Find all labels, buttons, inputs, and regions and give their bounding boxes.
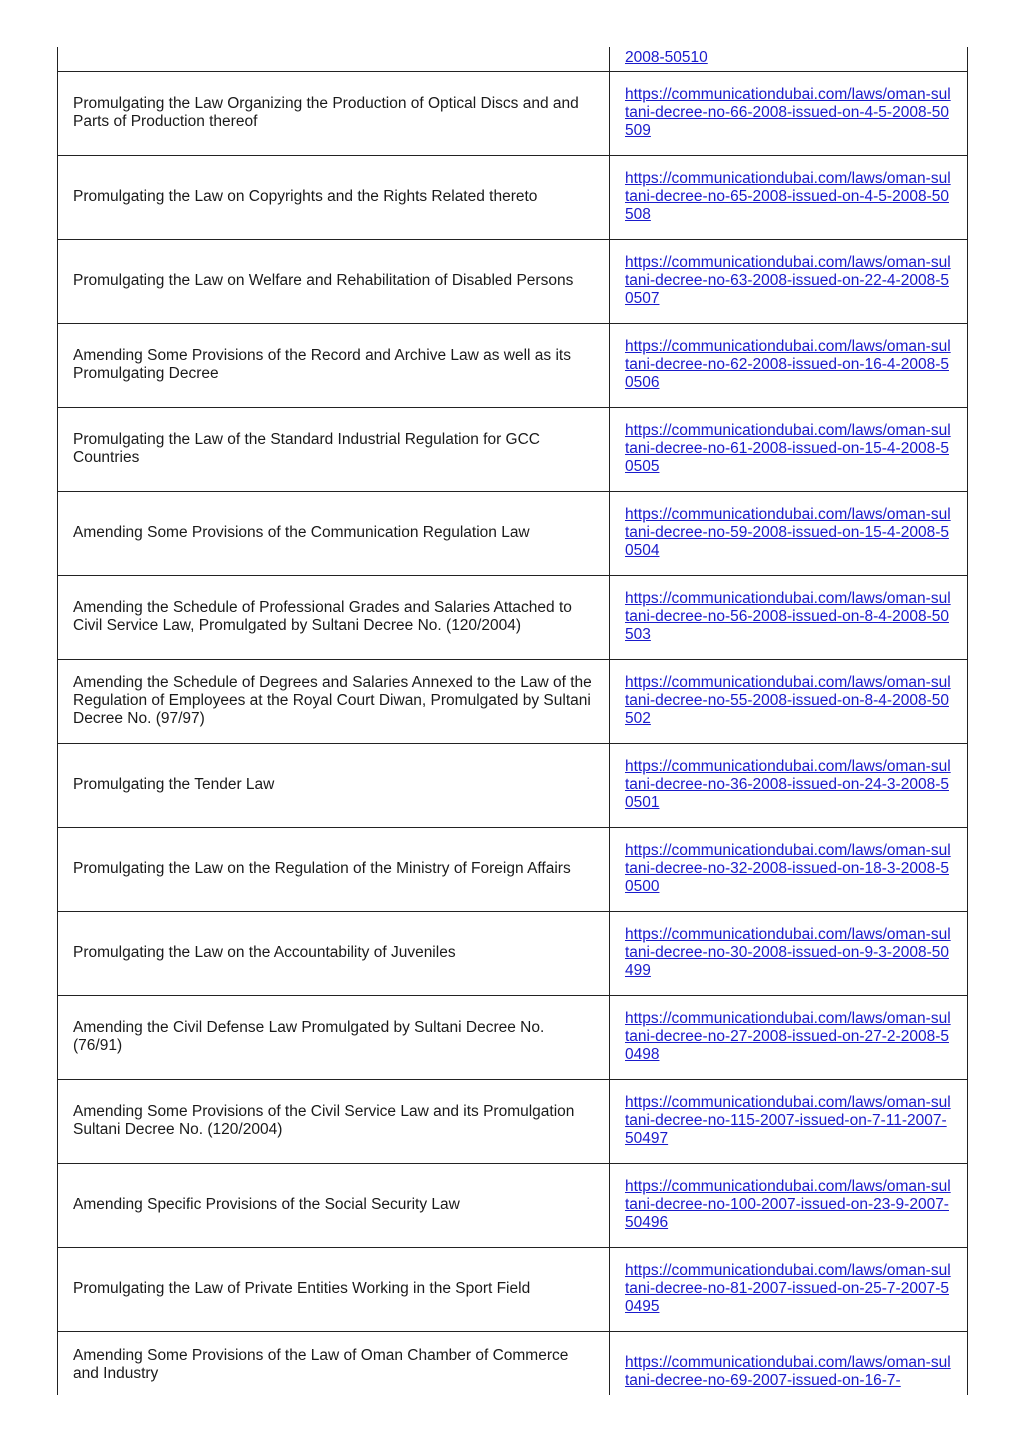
law-title: Amending the Civil Defense Law Promulgated by Sultani Decree No. (76/91) [73, 1019, 545, 1054]
table-row-continued [58, 47, 968, 71]
table-row [58, 743, 968, 827]
law-title-cell [58, 47, 610, 71]
law-link[interactable]: https://communicationdubai.com/laws/oman-sultani-decree-no-115-2007-issued-on-7-11-2007-50497 [625, 1094, 951, 1147]
law-link[interactable]: https://communicationdubai.com/laws/oman-sultani-decree-no-63-2008-issued-on-22-4-2008-50507 [625, 254, 951, 307]
law-link-cell [610, 743, 968, 827]
laws-table [57, 47, 968, 1395]
law-title-cell [58, 323, 610, 407]
law-title: Amending the Schedule of Professional Grades and Salaries Attached to Civil Service Law, Promulgated by Sultani Decree No. (120/2004) [73, 599, 572, 634]
law-link[interactable]: https://communicationdubai.com/laws/oman-sultani-decree-no-36-2008-issued-on-24-3-2008-50501 [625, 758, 951, 811]
table-row [58, 1247, 968, 1331]
law-title: Promulgating the Law on Welfare and Rehabilitation of Disabled Persons [73, 272, 574, 289]
law-link[interactable]: https://communicationdubai.com/laws/oman-sultani-decree-no-100-2007-issued-on-23-9-2007-50496 [625, 1178, 951, 1231]
law-title-cell [58, 155, 610, 239]
law-title-cell [58, 1079, 610, 1163]
table-row [58, 71, 968, 155]
law-title: Promulgating the Law on the Accountability of Juveniles [73, 944, 456, 961]
table-row [58, 323, 968, 407]
table-row [58, 1163, 968, 1247]
law-title: Promulgating the Law of Private Entities Working in the Sport Field [73, 1280, 531, 1297]
law-link-cell [610, 155, 968, 239]
laws-table-body [58, 47, 968, 1395]
law-title: Amending Some Provisions of the Record and Archive Law as well as its Promulgating Decree [73, 347, 571, 382]
law-title: Amending Some Provisions of the Law of Oman Chamber of Commerce and Industry [73, 1346, 569, 1382]
law-link[interactable]: https://communicationdubai.com/laws/oman-sultani-decree-no-59-2008-issued-on-15-4-2008-50504 [625, 506, 951, 559]
law-link[interactable]: https://communicationdubai.com/laws/oman-sultani-decree-no-65-2008-issued-on-4-5-2008-50508 [625, 170, 951, 223]
law-title: Amending Some Provisions of the Communication Regulation Law [73, 524, 530, 541]
table-row [58, 239, 968, 323]
law-title: Amending Specific Provisions of the Social Security Law [73, 1196, 460, 1213]
law-link-cell [610, 1079, 968, 1163]
law-link[interactable]: https://communicationdubai.com/laws/oman-sultani-decree-no-61-2008-issued-on-15-4-2008-50505 [625, 422, 951, 475]
table-row [58, 575, 968, 659]
table-row [58, 995, 968, 1079]
law-link[interactable]: 2008-50510 [625, 48, 708, 66]
law-title: Amending the Schedule of Degrees and Salaries Annexed to the Law of the Regulation of Employees at the Royal Court Diwan, Promulgated by Sultani Decree No. (97/97) [73, 674, 592, 727]
law-title-cell [58, 575, 610, 659]
law-title-cell [58, 1247, 610, 1331]
law-title-cell [58, 995, 610, 1079]
table-row [58, 1079, 968, 1163]
law-link[interactable]: https://communicationdubai.com/laws/oman-sultani-decree-no-69-2007-issued-on-16-7- [625, 1353, 951, 1389]
law-link-cell [610, 407, 968, 491]
law-title: Promulgating the Law on the Regulation of the Ministry of Foreign Affairs [73, 860, 571, 877]
table-row [58, 659, 968, 743]
law-title: Promulgating the Law on Copyrights and the Rights Related thereto [73, 188, 538, 205]
law-link-cell [610, 1163, 968, 1247]
table-row [58, 407, 968, 491]
table-row [58, 155, 968, 239]
law-link-cell [610, 659, 968, 743]
law-title: Amending Some Provisions of the Civil Service Law and its Promulgation Sultani Decree No. (120/2004) [73, 1103, 575, 1138]
law-title: Promulgating the Law of the Standard Industrial Regulation for GCC Countries [73, 431, 540, 466]
law-title-cell [58, 659, 610, 743]
table-row-cut-off [58, 1331, 968, 1395]
law-title-cell [58, 407, 610, 491]
law-link[interactable]: https://communicationdubai.com/laws/oman-sultani-decree-no-62-2008-issued-on-16-4-2008-50506 [625, 338, 951, 391]
law-title-cell [58, 491, 610, 575]
table-row [58, 911, 968, 995]
law-link[interactable]: https://communicationdubai.com/laws/oman-sultani-decree-no-27-2008-issued-on-27-2-2008-50498 [625, 1010, 951, 1063]
law-link[interactable]: https://communicationdubai.com/laws/oman-sultani-decree-no-66-2008-issued-on-4-5-2008-50509 [625, 86, 951, 139]
law-link-cell [610, 491, 968, 575]
law-title-cell [58, 239, 610, 323]
law-title-cell [58, 911, 610, 995]
law-link-cell [610, 1331, 968, 1395]
table-row [58, 827, 968, 911]
law-link-cell [610, 911, 968, 995]
law-link[interactable]: https://communicationdubai.com/laws/oman-sultani-decree-no-30-2008-issued-on-9-3-2008-50499 [625, 926, 951, 979]
table-row [58, 491, 968, 575]
law-link-cell [610, 1247, 968, 1331]
law-title: Promulgating the Tender Law [73, 776, 275, 793]
law-link-cell [610, 995, 968, 1079]
law-title: Promulgating the Law Organizing the Production of Optical Discs and and Parts of Production thereof [73, 95, 579, 130]
law-link-cell [610, 47, 968, 71]
law-link[interactable]: https://communicationdubai.com/laws/oman-sultani-decree-no-81-2007-issued-on-25-7-2007-50495 [625, 1262, 951, 1315]
law-link-cell [610, 323, 968, 407]
law-title-cell [58, 743, 610, 827]
law-link[interactable]: https://communicationdubai.com/laws/oman-sultani-decree-no-56-2008-issued-on-8-4-2008-50503 [625, 590, 951, 643]
law-link-cell [610, 827, 968, 911]
law-title-cell [58, 1163, 610, 1247]
law-link-cell [610, 575, 968, 659]
law-title-cell [58, 71, 610, 155]
law-title-cell [58, 1331, 610, 1395]
law-link[interactable]: https://communicationdubai.com/laws/oman-sultani-decree-no-55-2008-issued-on-8-4-2008-50502 [625, 674, 951, 727]
law-link-cell [610, 71, 968, 155]
law-link-cell [610, 239, 968, 323]
law-title-cell [58, 827, 610, 911]
law-link[interactable]: https://communicationdubai.com/laws/oman-sultani-decree-no-32-2008-issued-on-18-3-2008-50500 [625, 842, 951, 895]
